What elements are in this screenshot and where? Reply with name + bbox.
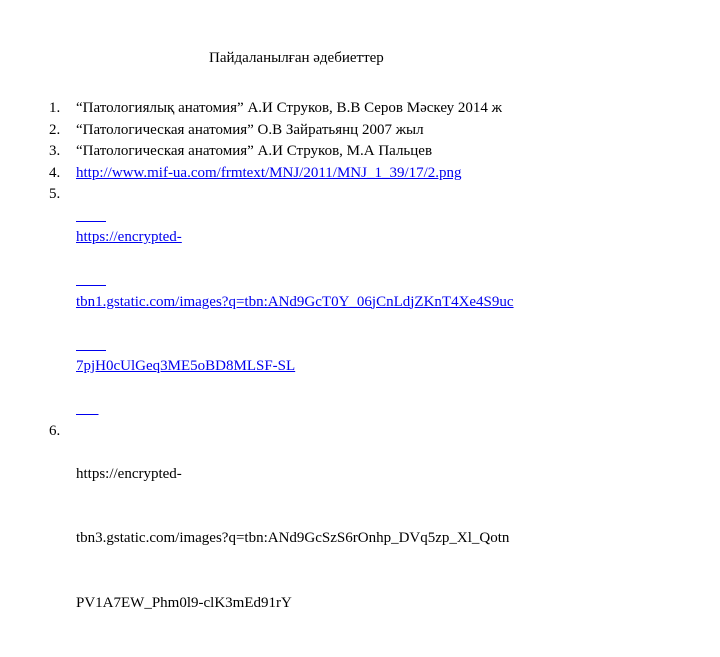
reference-number: 3. [49, 141, 71, 163]
reference-item [0, 120, 626, 142]
reference-link-line: tbn1.gstatic.com/images?q=tbn:ANd9GcT0Y_06jCnLdjZKnT4Xe4S9uc [76, 292, 626, 314]
reference-item [0, 184, 626, 421]
reference-item [0, 141, 626, 163]
reference-item [0, 163, 626, 185]
reference-text [76, 421, 626, 657]
reference-number: 5. [49, 184, 71, 206]
reference-link[interactable]: http://www.mif-ua.com/frmtext/MNJ/2011/MNJ_1_39/17/2.png [76, 163, 626, 185]
reference-text: “Патологиялық анатомия” А.И Струков, В.В Серов Мәскеу 2014 ж [76, 98, 626, 120]
reference-number: 2. [49, 120, 71, 142]
reference-text-line: https://encrypted- [76, 464, 626, 486]
reference-number: 6. [49, 421, 71, 443]
reference-text-line: PV1A7EW_Phm0l9-clK3mEd91rY [76, 593, 626, 615]
reference-item [0, 421, 626, 657]
reference-number: 4. [49, 163, 71, 185]
page-title: Пайдаланылған әдебиеттер [209, 48, 384, 68]
reference-list [0, 98, 626, 657]
reference-text-line: tbn3.gstatic.com/images?q=tbn:ANd9GcSzS6rOnhp_DVq5zp_Xl_Qotn [76, 528, 626, 550]
reference-link[interactable] [76, 184, 626, 421]
reference-link-line: https://encrypted- [76, 227, 626, 249]
reference-text: “Патологическая анатомия” А.И Струков, М.А Пальцев [76, 141, 626, 163]
reference-number: 1. [49, 98, 71, 120]
reference-text: “Патологическая анатомия” О.В Зайратьянц 2007 жыл [76, 120, 626, 142]
reference-item [0, 98, 626, 120]
reference-link-line: 7pjH0cUlGeq3ME5oBD8MLSF-SL [76, 356, 626, 378]
